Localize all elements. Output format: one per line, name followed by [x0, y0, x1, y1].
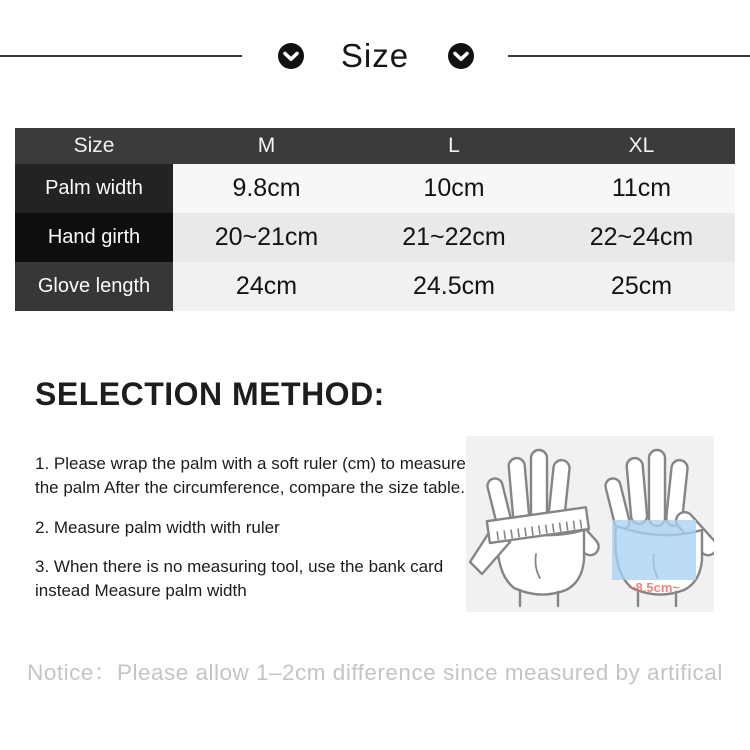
table-cell: 24.5cm — [360, 262, 548, 311]
size-table — [15, 128, 735, 311]
row-label-palm-width: Palm width — [15, 164, 173, 213]
table-cell: 11cm — [548, 164, 735, 213]
notice-text: Notice：Please allow 1–2cm difference since measured by artifical — [27, 660, 723, 685]
row-label-hand-girth: Hand girth — [15, 213, 173, 262]
section-title: Size — [340, 37, 410, 74]
table-cell: 21~22cm — [360, 213, 548, 262]
selection-method-heading: SELECTION METHOD: — [35, 376, 385, 412]
size-table-header-m: M — [173, 128, 360, 164]
card-width-label: ~8.5cm~ — [627, 580, 681, 595]
hand-with-ruler-icon — [470, 450, 602, 606]
size-table-header-l: L — [360, 128, 548, 164]
hand-with-card-icon — [604, 450, 714, 606]
table-cell: 10cm — [360, 164, 548, 213]
table-cell: 20~21cm — [173, 213, 360, 262]
table-cell: 9.8cm — [173, 164, 360, 213]
row-label-glove-length: Glove length — [15, 262, 173, 311]
table-cell: 25cm — [548, 262, 735, 311]
measurement-illustration — [466, 436, 714, 612]
step-2: 2. Measure palm width with ruler — [35, 517, 280, 537]
size-table-header-size: Size — [15, 128, 173, 164]
table-cell: 22~24cm — [548, 213, 735, 262]
selection-method-steps — [35, 452, 467, 619]
table-cell: 24cm — [173, 262, 360, 311]
bank-card-overlay — [612, 520, 696, 580]
chevron-down-circle-icon — [448, 43, 474, 69]
step-3: 3. When there is no measuring tool, use the bank card instead Measure palm width — [35, 557, 444, 601]
size-table-header-xl: XL — [548, 128, 735, 164]
step-1: 1. Please wrap the palm with a soft ruler (cm) to measure the palm After the circumference, compare the size table. — [35, 454, 466, 497]
